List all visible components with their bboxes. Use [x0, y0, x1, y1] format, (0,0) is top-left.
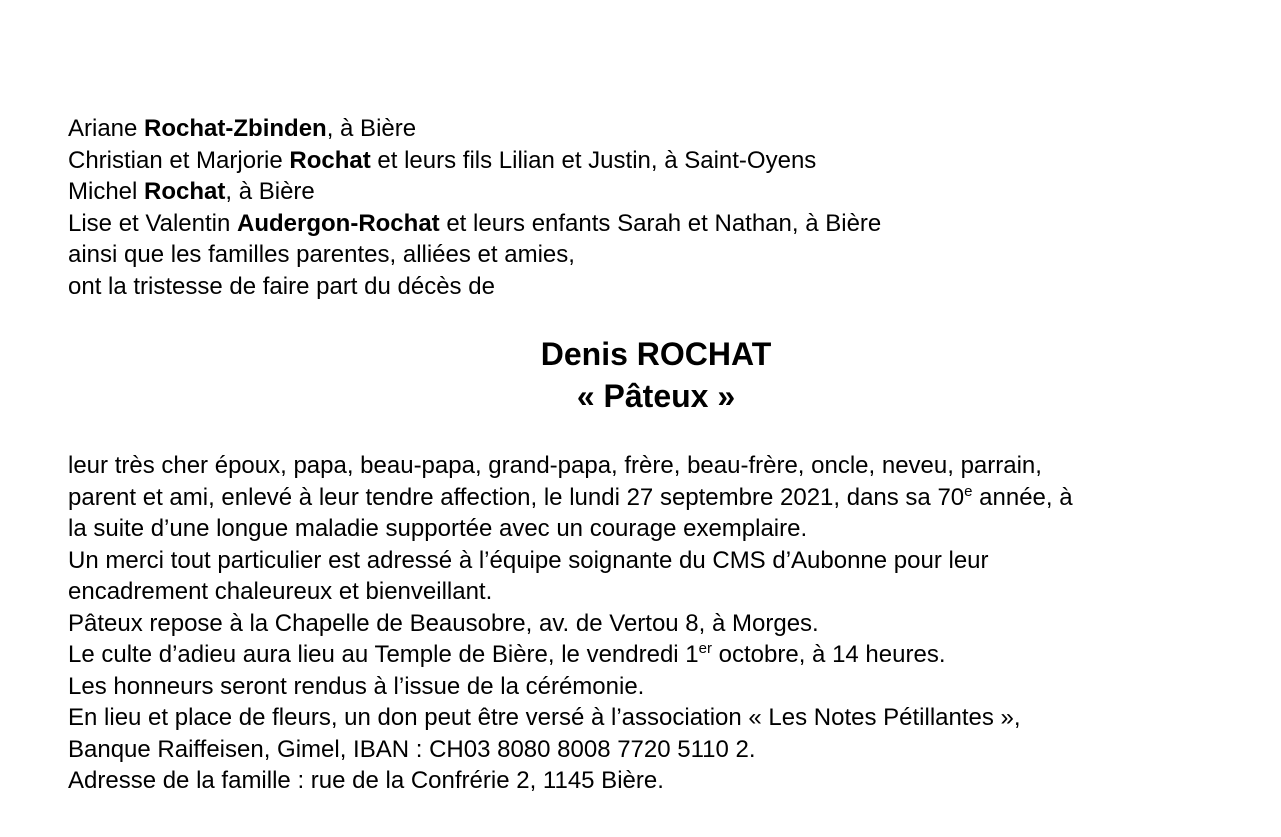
family-line-christian: Christian et Marjorie Rochat et leurs fils Lilian et Justin, à Saint-Oyens: [68, 146, 817, 174]
body-line: encadrement chaleureux et bienveillant.: [68, 578, 493, 605]
family-surname: Rochat-Zbinden: [144, 115, 327, 142]
body-line: Pâteux repose à la Chapelle de Beausobre, av. de Vertou 8, à Morges.: [68, 609, 819, 637]
family-line-michel: Michel Rochat, à Bière: [68, 178, 315, 206]
family-surname: Rochat: [289, 146, 371, 174]
body-line: Les honneurs seront rendus à l’issue de la cérémonie.: [68, 672, 645, 700]
obituary-body: [68, 450, 1238, 797]
body-line: Adresse de la famille : rue de la Confrérie 2, 1145 Bière.: [68, 767, 664, 794]
ordinal-superscript: e: [964, 482, 973, 500]
body-line: parent et ami, enlevé à leur tendre affection, le lundi 27 septembre 2021, dans sa 70e année, à: [68, 482, 1073, 511]
family-line-announcement: ont la tristesse de faire part du décès de: [68, 272, 495, 300]
body-line: En lieu et place de fleurs, un don peut être versé à l’association « Les Notes Pétillantes »,: [68, 704, 1021, 731]
family-line-lise: Lise et Valentin Audergon-Rochat et leurs enfants Sarah et Nathan, à Bière: [68, 209, 882, 237]
body-line: leur très cher époux, papa, beau-papa, grand-papa, frère, beau-frère, oncle, neveu, parrain,: [68, 452, 1042, 479]
family-surname: Audergon-Rochat: [237, 209, 440, 237]
family-line-ariane: Ariane Rochat-Zbinden, à Bière: [68, 115, 417, 142]
body-line: Banque Raiffeisen, Gimel, IBAN : CH03 8080 8008 7720 5110 2.: [68, 735, 756, 763]
deceased-name: Denis ROCHAT: [540, 336, 772, 372]
family-surname: Rochat: [144, 178, 226, 206]
body-line: la suite d’une longue maladie supportée avec un courage exemplaire.: [68, 515, 808, 542]
ordinal-superscript: er: [698, 640, 712, 657]
family-list: [68, 113, 1248, 303]
deceased-heading: [0, 333, 1281, 417]
body-line: Un merci tout particulier est adressé à l’équipe soignante du CMS d’Aubonne pour leur: [68, 546, 989, 574]
family-line-relatives: ainsi que les familles parentes, alliées et amies,: [68, 241, 575, 269]
body-line: Le culte d’adieu aura lieu au Temple de Bière, le vendredi 1er octobre, à 14 heures.: [68, 640, 946, 668]
deceased-nickname: « Pâteux »: [576, 378, 736, 414]
